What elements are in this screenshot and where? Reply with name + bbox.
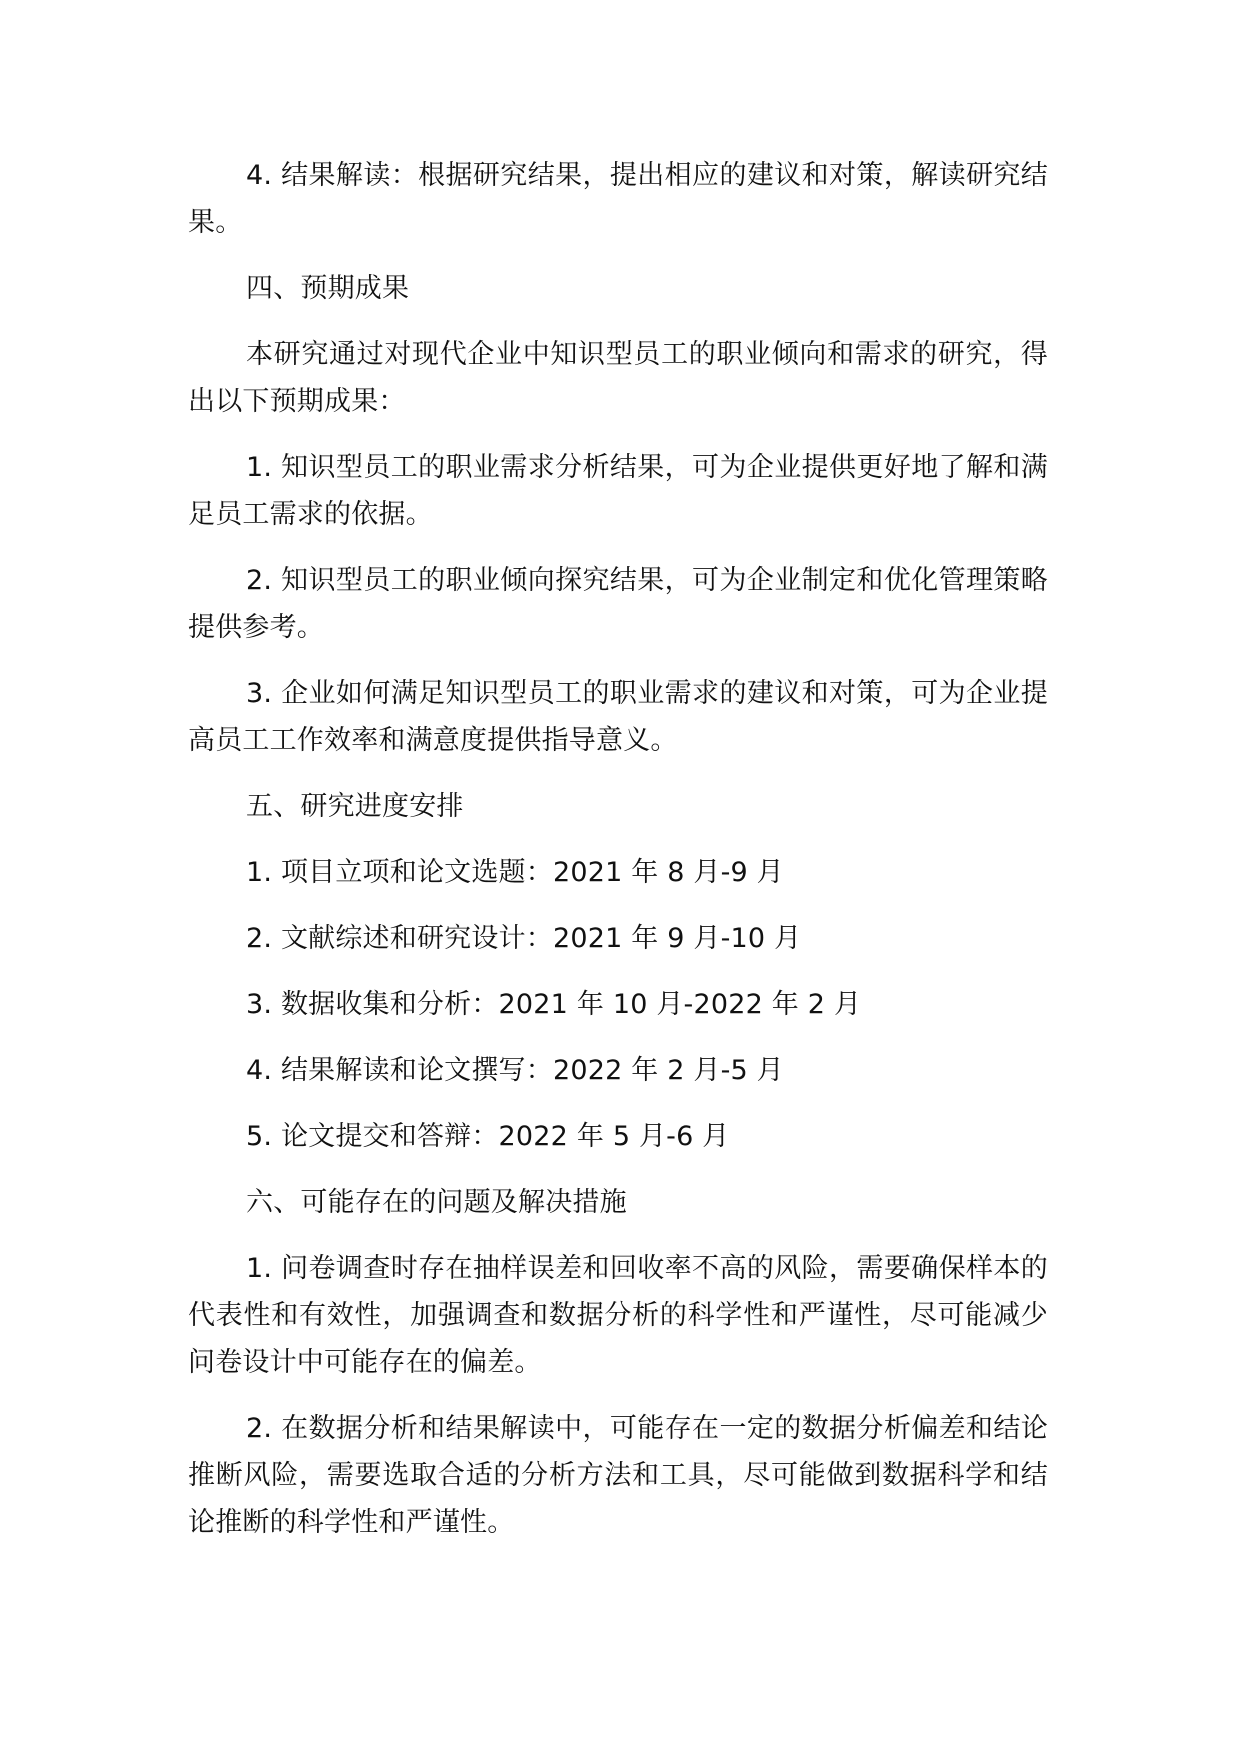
schedule-item-3: 3. 数据收集和分析：2021 年 10 月-2022 年 2 月 xyxy=(246,989,862,1020)
section-heading-schedule: 五、研究进度安排 xyxy=(246,791,464,822)
section-heading-issues: 六、可能存在的问题及解决措施 xyxy=(246,1187,627,1218)
schedule-item-1: 1. 项目立项和论文选题：2021 年 8 月-9 月 xyxy=(246,857,784,888)
outcome-item-2: 2. 知识型员工的职业倾向探究结果，可为企业制定和优化管理策略提供参考。 xyxy=(188,565,1048,643)
section-heading-expected-outcomes: 四、预期成果 xyxy=(246,273,410,304)
issue-item-2: 2. 在数据分析和结果解读中，可能存在一定的数据分析偏差和结论推断风险，需要选取合适的分析方法和工具，尽可能做到数据科学和结论推断的科学性和严谨性。 xyxy=(188,1413,1048,1538)
outcome-item-3: 3. 企业如何满足知识型员工的职业需求的建议和对策，可为企业提高员工工作效率和满意度提供指导意义。 xyxy=(188,678,1048,756)
result-interpretation-paragraph: 4. 结果解读：根据研究结果，提出相应的建议和对策，解读研究结果。 xyxy=(188,160,1048,238)
schedule-item-2: 2. 文献综述和研究设计：2021 年 9 月-10 月 xyxy=(246,923,802,954)
document-body xyxy=(188,152,1048,1565)
schedule-item-4: 4. 结果解读和论文撰写：2022 年 2 月-5 月 xyxy=(246,1055,784,1086)
issue-item-1: 1. 问卷调查时存在抽样误差和回收率不高的风险，需要确保样本的代表性和有效性，加强调查和数据分析的科学性和严谨性，尽可能减少问卷设计中可能存在的偏差。 xyxy=(188,1253,1048,1378)
outcome-item-1: 1. 知识型员工的职业需求分析结果，可为企业提供更好地了解和满足员工需求的依据。 xyxy=(188,452,1048,530)
outcomes-intro-paragraph: 本研究通过对现代企业中知识型员工的职业倾向和需求的研究，得出以下预期成果： xyxy=(188,339,1048,417)
schedule-item-5: 5. 论文提交和答辩：2022 年 5 月-6 月 xyxy=(246,1121,730,1152)
